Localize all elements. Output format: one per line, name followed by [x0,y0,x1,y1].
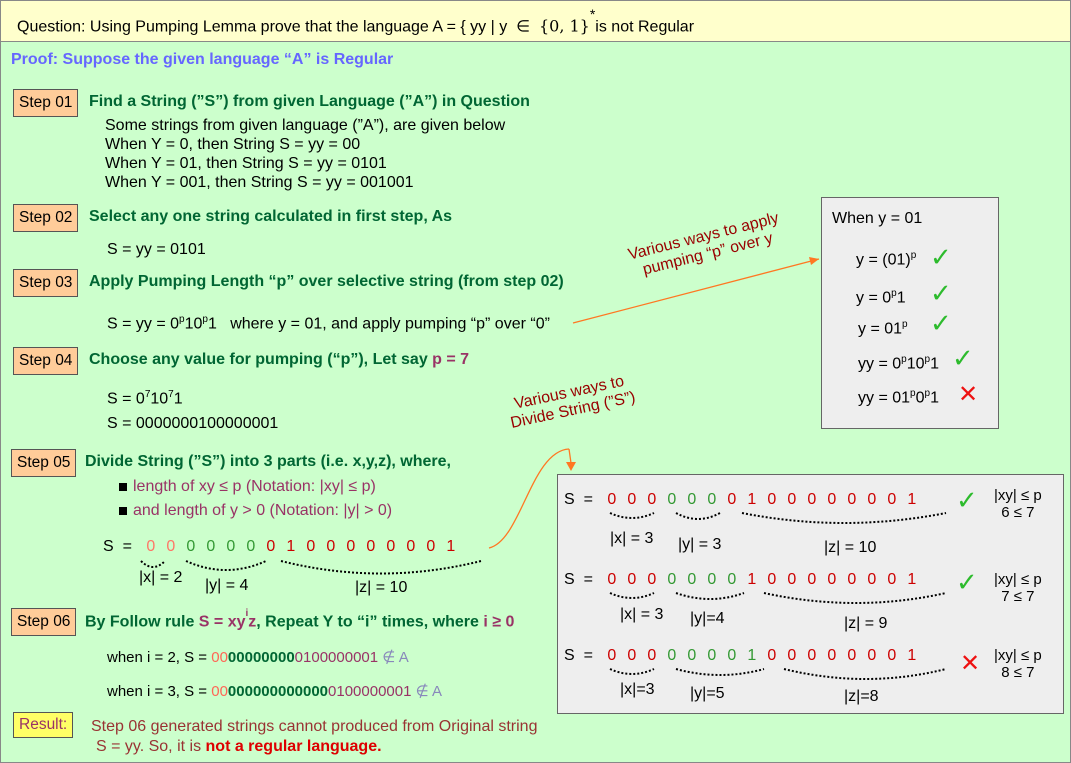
result-line-2-b: not a regular language. [205,738,382,755]
step-02-label: Step 02 [13,204,78,232]
division-3-cond-text: |xy| ≤ p [994,647,1042,664]
step-03-title: Apply Pumping Length “p” over selective string (from step 02) [89,273,564,290]
panel-row-1-text: y = (01) [856,251,911,269]
i2-prefix: when i = 2, S = [107,649,212,666]
division-3-z: |z|=8 [844,688,879,705]
division-1-x: |x| = 3 [610,530,654,547]
division-1-string: S = 0 0 0 0 0 0 0 1 0 0 0 0 0 0 0 1 [564,491,917,508]
check-icon: ✓ [930,308,952,338]
division-3-val: 8 ≤ 7 [1001,664,1035,681]
divisions-panel [557,474,1064,714]
division-3-y: |y|=5 [690,685,725,702]
step-06-i2 [107,648,409,666]
division-3-string: S = 0 0 0 0 0 0 0 1 0 0 0 0 0 0 0 1 [564,647,917,664]
panel-row-2-text: y = 0 [856,289,892,307]
step-05-bullet-2-text: and length of y > 0 (Notation: |y| > 0) [133,502,393,519]
step-05-string: S = 0 0 0 0 0 0 0 1 0 0 0 0 0 0 0 1 [103,538,456,555]
division-2-z: |z| = 9 [844,615,888,632]
division-1-z: |z| = 10 [824,539,877,556]
step-04-line-1: $S = 0^710^71$ [107,389,183,408]
step-05-y-label: |y| = 4 [205,577,249,594]
step-05-z-label: |z| = 10 [355,579,408,596]
step-05-title: Divide String (”S”) into 3 parts (i.e. x,y,z), where, [85,453,451,470]
result-line-2-a: S = yy. So, it is [96,738,206,755]
pumping-ways-panel [821,197,999,429]
panel-row-5: yy = $01^p0^p1$ [858,388,939,407]
division-2-string: S = 0 0 0 0 0 0 0 1 0 0 0 0 0 0 0 1 [564,571,917,588]
i2-y: 00000000 [227,649,295,666]
question-text: Question: Using Pumping Lemma prove that the language A = { yy | y ∈ {0, 1}*is not Regular [17,6,695,36]
panel-row-1: $y = (01)^p$ [856,250,917,269]
proof-heading: Proof: Suppose the given language “A” is Regular [11,51,394,68]
panel-title: When y = 01 [832,210,923,227]
i3-z: 0100000001 [328,683,412,700]
division-1-cond-text: |xy| ≤ p [994,487,1042,504]
annotation-divide: Various ways to Divide String (”S”) [509,372,637,432]
division-2-val: 7 ≤ 7 [1001,588,1035,605]
check-icon: ✓ [930,278,952,308]
i3-x: 00 [211,683,228,700]
check-icon: ✓ [956,567,978,597]
step-06-i3 [107,682,442,700]
step-06-label: Step 06 [11,608,76,636]
division-2-cond-text: |xy| ≤ p [994,571,1042,588]
cross-icon: ✕ [958,381,979,408]
step-01-line-1: Some strings from given language (”A”), are given below [105,117,506,134]
step-04-line-2: S = 0000000100000001 [107,415,279,432]
annotation-pump: Various ways to apply pumping “p” over y [626,209,781,279]
step-05-label: Step 05 [11,449,76,477]
step-01-line-3: When Y = 01, then String S = yy = 0101 [105,155,387,172]
cross-icon: ✕ [960,650,981,677]
check-icon: ✓ [952,343,974,373]
step-05-x-label: |x| = 2 [139,569,183,586]
step-01-title: Find a String (”S”) from given Language (”A”) in Question [89,93,530,110]
i2-x: 00 [211,649,228,666]
step-02-title: Select any one string calculated in first step, As [89,208,453,225]
division-2-x: |x| = 3 [620,606,664,623]
check-icon: ✓ [956,485,978,515]
step-03-label: Step 03 [13,269,78,297]
panel-row-3: $y = 01^p$ [858,319,908,338]
panel-row-5-text: yy = 01 [858,389,911,407]
division-1-y: |y| = 3 [678,536,722,553]
step-03-line-suffix: where y = 01, and apply pumping “p” over “0” [230,315,550,333]
step-01-line-2: When Y = 0, then String S = yy = 00 [105,136,361,153]
result-label: Result: [13,712,73,738]
step-01-line-4: When Y = 001, then String S = yy = 001001 [105,174,414,191]
i2-z: 0100000001 [294,649,379,666]
result-line-2 [96,738,382,756]
step-01-label: Step 01 [13,89,78,117]
panel-row-3-text: y = 01 [858,320,903,338]
division-2-y: |y|=4 [690,610,725,627]
division-1-val: 6 ≤ 7 [1001,504,1035,521]
i3-prefix: when i = 3, S = [107,683,212,700]
panel-row-4-text: yy = 0 [858,355,902,373]
step-06-title-mid: , Repeat Y to “i” times, where [256,613,484,631]
result-line-1: Step 06 generated strings cannot produced from Original string [91,718,538,735]
panel-row-4: yy = $0^p10^p1$ [858,354,939,373]
panel-row-2: $y = 0^p1$ [856,288,906,307]
step-06-cond: i ≥ 0 [483,613,515,631]
step-06-title: By Follow rule $S = xy^iz$, Repeat Y to “i” times, where i ≥ 0 [85,608,515,631]
step-04-title-text: Choose any value for pumping (“p”), Let say [89,351,433,368]
not-in-symbol: ∉ A [382,649,409,666]
step-06-rule: S = xy [198,613,246,631]
i3-y: 000000000000 [227,683,329,700]
step-02-line: S = yy = 0101 [107,241,206,258]
check-icon: ✓ [930,242,952,272]
step-04-label: Step 04 [13,347,78,375]
not-in-symbol: ∉ A [415,683,443,700]
step-06-title-prefix: By Follow rule [85,613,199,631]
step-03-line: S = yy = $0^p10^p1$ where y = 01, and apply pumping “p” over “0” [107,314,550,333]
step-04-p-value: p = 7 [432,351,470,368]
division-3-x: |x|=3 [620,681,655,698]
division-braces [558,475,1063,713]
step-05-bullet-1-text: length of xy ≤ p (Notation: |xy| ≤ p) [133,478,376,495]
